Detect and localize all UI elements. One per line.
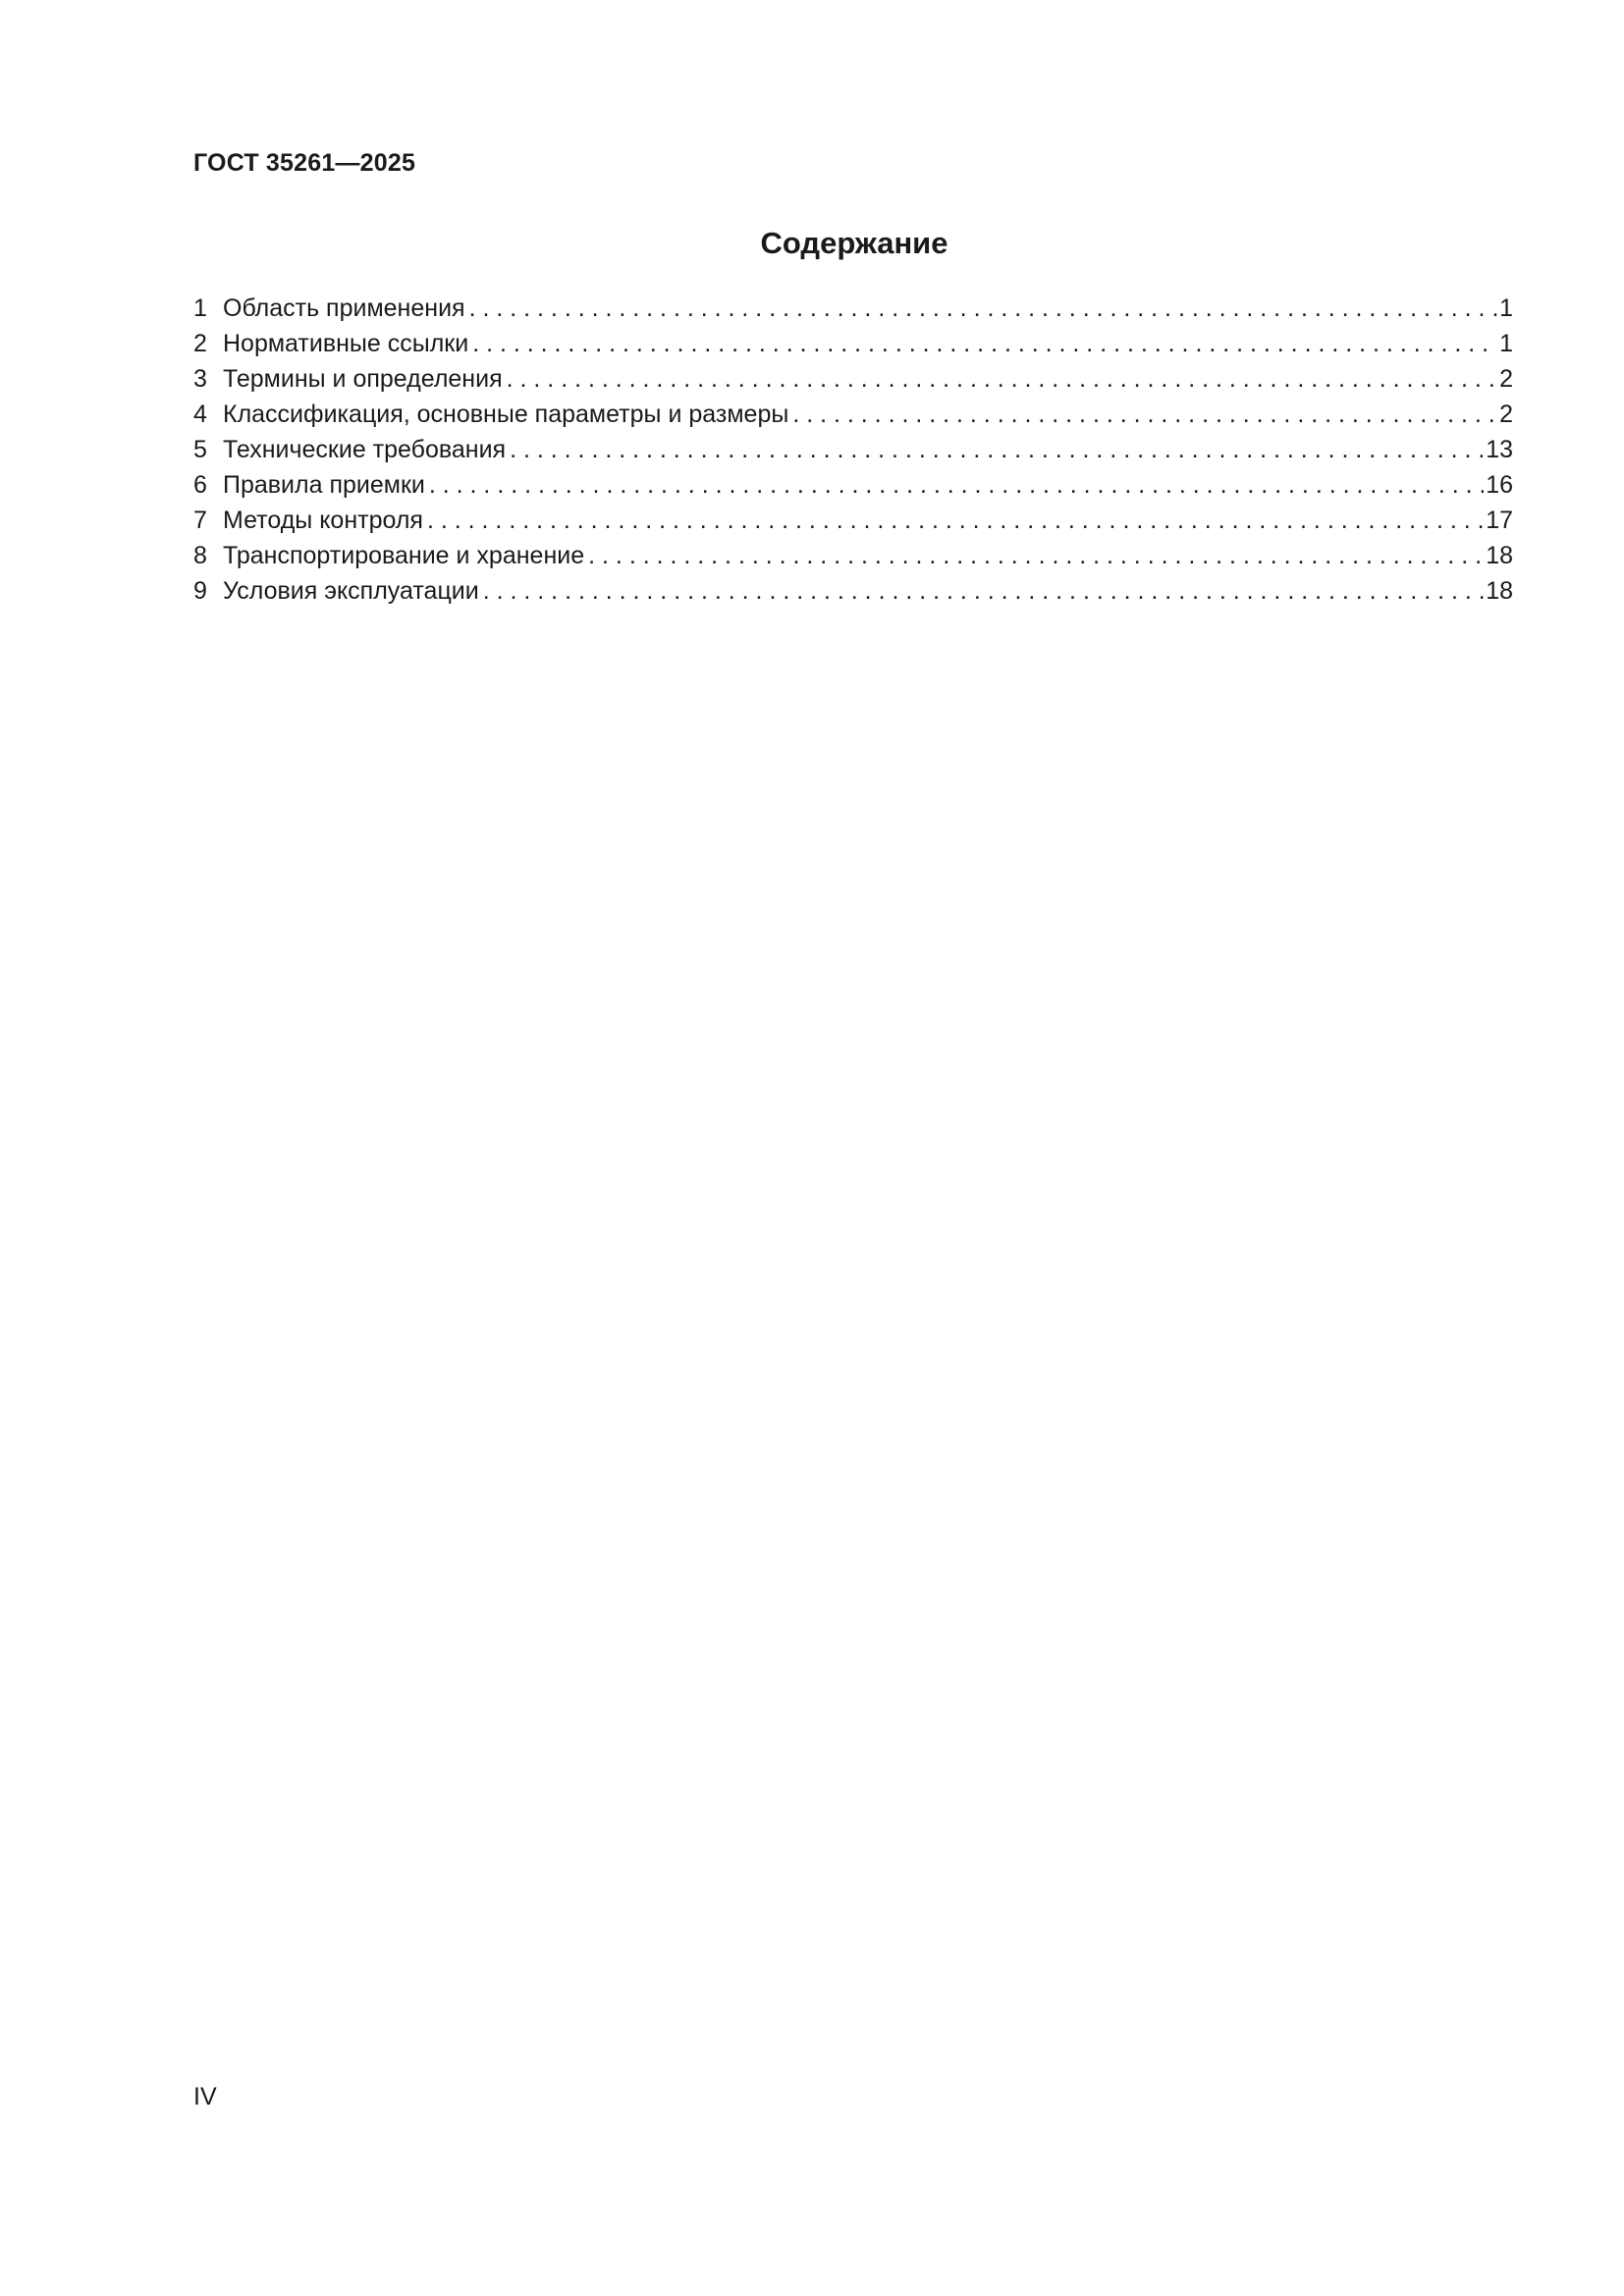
toc-item-1[interactable] <box>193 291 1513 326</box>
toc-item-label: Технические требования <box>223 436 507 463</box>
toc-dot-leader <box>427 503 1484 538</box>
toc-item-page: 1 <box>1499 294 1513 322</box>
toc-item-page: 16 <box>1486 471 1513 499</box>
toc-dot-leader <box>792 397 1497 432</box>
toc-item-3[interactable] <box>193 361 1513 397</box>
toc-item-6[interactable] <box>193 467 1513 503</box>
toc-item-label: Методы контроля <box>223 507 423 534</box>
toc-item-page: 1 <box>1499 330 1513 357</box>
toc-item-label: Условия эксплуатации <box>223 577 479 605</box>
page-number: IV <box>193 2083 217 2110</box>
toc-item-number: 8 <box>193 542 207 569</box>
toc-item-7[interactable] <box>193 503 1513 538</box>
toc-item-number: 6 <box>193 471 207 499</box>
toc-item-number: 5 <box>193 436 207 463</box>
toc-dot-leader <box>469 291 1498 326</box>
toc-item-4[interactable] <box>193 397 1513 432</box>
toc-item-page: 18 <box>1486 577 1513 605</box>
toc-item-page: 13 <box>1486 436 1513 463</box>
toc-item-label: Термины и определения <box>223 365 503 393</box>
toc-dot-leader <box>507 361 1497 397</box>
toc-item-label: Классификация, основные параметры и размеры <box>223 400 789 428</box>
toc-item-number: 4 <box>193 400 207 428</box>
toc-item-label: Нормативные ссылки <box>223 330 469 357</box>
toc-item-page: 18 <box>1486 542 1513 569</box>
toc-item-page: 2 <box>1499 400 1513 428</box>
toc-item-label: Транспортирование и хранение <box>223 542 585 569</box>
table-of-contents <box>193 291 1513 609</box>
toc-dot-leader <box>483 573 1484 609</box>
toc-item-number: 2 <box>193 330 207 357</box>
toc-item-number: 9 <box>193 577 207 605</box>
document-code: ГОСТ 35261—2025 <box>193 149 416 177</box>
toc-item-2[interactable] <box>193 326 1513 361</box>
toc-item-page: 2 <box>1499 365 1513 393</box>
toc-item-5[interactable] <box>193 432 1513 467</box>
toc-dot-leader <box>429 467 1484 503</box>
toc-dot-leader <box>510 432 1484 467</box>
toc-item-page: 17 <box>1486 507 1513 534</box>
toc-item-9[interactable] <box>193 573 1513 609</box>
toc-item-number: 1 <box>193 294 207 322</box>
toc-item-8[interactable] <box>193 538 1513 573</box>
toc-dot-leader <box>588 538 1484 573</box>
toc-item-number: 3 <box>193 365 207 393</box>
toc-title: Содержание <box>760 226 948 260</box>
toc-item-number: 7 <box>193 507 207 534</box>
toc-dot-leader <box>472 326 1497 361</box>
toc-item-label: Область применения <box>223 294 465 322</box>
toc-item-label: Правила приемки <box>223 471 425 499</box>
